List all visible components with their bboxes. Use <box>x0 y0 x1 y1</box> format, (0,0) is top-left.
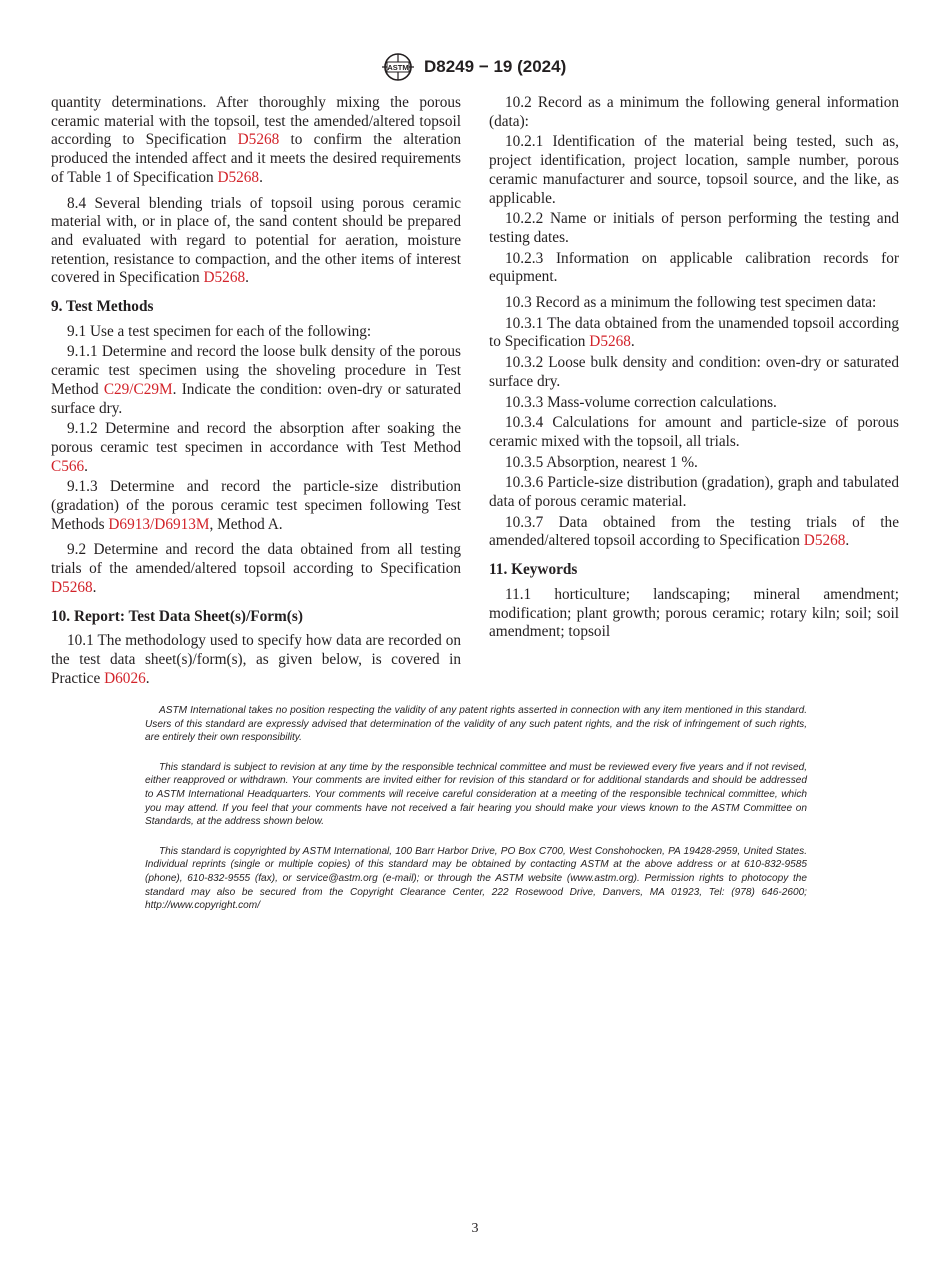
section-10-heading: 10. Report: Test Data Sheet(s)/Form(s) <box>51 607 303 625</box>
d6913-link[interactable]: D6913/D6913M <box>108 515 210 533</box>
standard-designation: D8249 − 19 (2024) <box>424 57 567 76</box>
paragraph-10-3-7: 10.3.7 Data obtained from the testing trials of the amended/altered topsoil according to Specification D5268. <box>489 513 899 550</box>
paragraph-9-1: 9.1 Use a test specimen for each of the following: <box>67 322 372 340</box>
d6026-link[interactable]: D6026 <box>104 669 146 687</box>
d5268-link[interactable]: D5268 <box>217 168 260 186</box>
d5268-link[interactable]: D5268 <box>203 269 246 287</box>
paragraph-10-2-3: 10.2.3 Information on applicable calibration records for equipment. <box>489 249 899 286</box>
patent-notice: ASTM International takes no position respecting the validity of any patent rights asserted in connection with any item mentioned in this standard. Users of this standard are expressly advised that determination of the validity of any such patent rights, and the risk of infringement of such rights, are entirely their own responsibility. <box>145 705 807 744</box>
paragraph-11-1: 11.1 horticulture; landscaping; mineral amendment; modification; plant growth; porous ceramic; rotary kiln; soil; soil amendment; topsoil <box>489 585 899 641</box>
paragraph-10-3-3: 10.3.3 Mass-volume correction calculations. <box>505 393 777 411</box>
page-number: 3 <box>471 1221 479 1236</box>
svg-text:ASTM: ASTM <box>387 63 409 72</box>
left-column <box>51 94 461 690</box>
right-column <box>489 94 899 644</box>
d5268-link[interactable]: D5268 <box>237 131 280 149</box>
page-header <box>0 51 950 83</box>
paragraph-9-1-3: 9.1.3 Determine and record the particle-size distribution (gradation) of the porous ceramic test specimen following Test Methods D6913/D6913M, Method A. <box>51 478 461 533</box>
paragraph-9-1-2: 9.1.2 Determine and record the absorption after soaking the porous ceramic test specimen in accordance with Test Method C566. <box>51 420 461 475</box>
astm-logo-icon <box>380 51 416 83</box>
section-9-heading: 9. Test Methods <box>51 298 154 316</box>
paragraph-10-3-5: 10.3.5 Absorption, nearest 1 %. <box>505 453 698 471</box>
paragraph-10-3-4: 10.3.4 Calculations for amount and particle-size of porous ceramic mixed with the topsoil, all trials. <box>489 414 899 450</box>
paragraph-10-3-1: 10.3.1 The data obtained from the unamended topsoil according to Specification D5268. <box>489 314 899 351</box>
d5268-link[interactable]: D5268 <box>51 578 93 596</box>
paragraph-10-3: 10.3 Record as a minimum the following test specimen data: <box>505 294 877 312</box>
paragraph-9-2: 9.2 Determine and record the data obtained from all testing trials of the amended/altered topsoil according to Specification D5268. <box>51 541 461 596</box>
paragraph-9-1-1: 9.1.1 Determine and record the loose bulk density of the porous ceramic test specimen using the shoveling procedure in Test Method C29/C29M. Indicate the condition: oven-dry or saturated surface dry. <box>51 343 461 417</box>
paragraph-10-2-1: 10.2.1 Identification of the material being tested, such as, project identification, project location, sample number, porous ceramic manufacturer and source, topsoil source, and the like, as applicable. <box>489 133 899 207</box>
paragraph-8-3-continued: quantity determinations. After thoroughly mixing the porous ceramic material with the topsoil, test the amended/altered topsoil according to Specification D5268 to confirm the alteration produced the intended affect and it meets the desired requirements of Table 1 of Specification D5268. <box>51 94 461 186</box>
astm-notices <box>145 704 807 929</box>
copyright-notice: This standard is copyrighted by ASTM International, 100 Barr Harbor Drive, PO Box C700, West Conshohocken, PA 19428-2959, United States. Individual reprints (single or multiple copies) of this standard may be obtained by contacting ASTM at the above address or at 610-832-9585 (phone), 610-832-9555 (fax), or service@astm.org (e-mail); or through the ASTM website (www.astm.org). Permission rights to photocopy the standard may also be secured from the Copyright Clearance Center, 222 Rosewood Drive, Danvers, MA 01923, Tel: (978) 646-2600; http://www.copyright.com/ <box>145 845 807 912</box>
revision-notice: This standard is subject to revision at any time by the responsible technical committee and must be reviewed every five years and if not revised, either reapproved or withdrawn. Your comments are invited either for revision of this standard or for additional standards and should be addressed to ASTM International Headquarters. Your comments will receive careful consideration at a meeting of the responsible technical committee, which you may attend. If you feel that your comments have not received a fair hearing you should make your views known to the ASTM Committee on Standards, at the address shown below. <box>145 761 807 828</box>
paragraph-10-2: 10.2 Record as a minimum the following general information (data): <box>489 94 899 130</box>
d5268-link[interactable]: D5268 <box>589 333 631 351</box>
paragraph-10-2-2: 10.2.2 Name or initials of person performing the testing and testing dates. <box>489 210 899 246</box>
paragraph-10-3-6: 10.3.6 Particle-size distribution (gradation), graph and tabulated data of porous ceramic material. <box>489 474 899 511</box>
c29-link[interactable]: C29/C29M <box>103 380 173 398</box>
paragraph-10-3-2: 10.3.2 Loose bulk density and condition: oven-dry or saturated surface dry. <box>489 354 899 390</box>
d5268-link[interactable]: D5268 <box>803 532 846 550</box>
section-11-heading: 11. Keywords <box>489 561 578 579</box>
c566-link[interactable]: C566 <box>51 457 85 475</box>
paragraph-10-1: 10.1 The methodology used to specify how data are recorded on the test data sheet(s)/form(s), as given below, is covered in Practice D6026. <box>51 632 461 687</box>
paragraph-8-4: 8.4 Several blending trials of topsoil using porous ceramic material with, or in place of, the sand content should be prepared and evaluated with regard to potential for aeration, moisture retention, resistance to compaction, and the other items of interest covered in Specification D5268. <box>51 194 461 287</box>
